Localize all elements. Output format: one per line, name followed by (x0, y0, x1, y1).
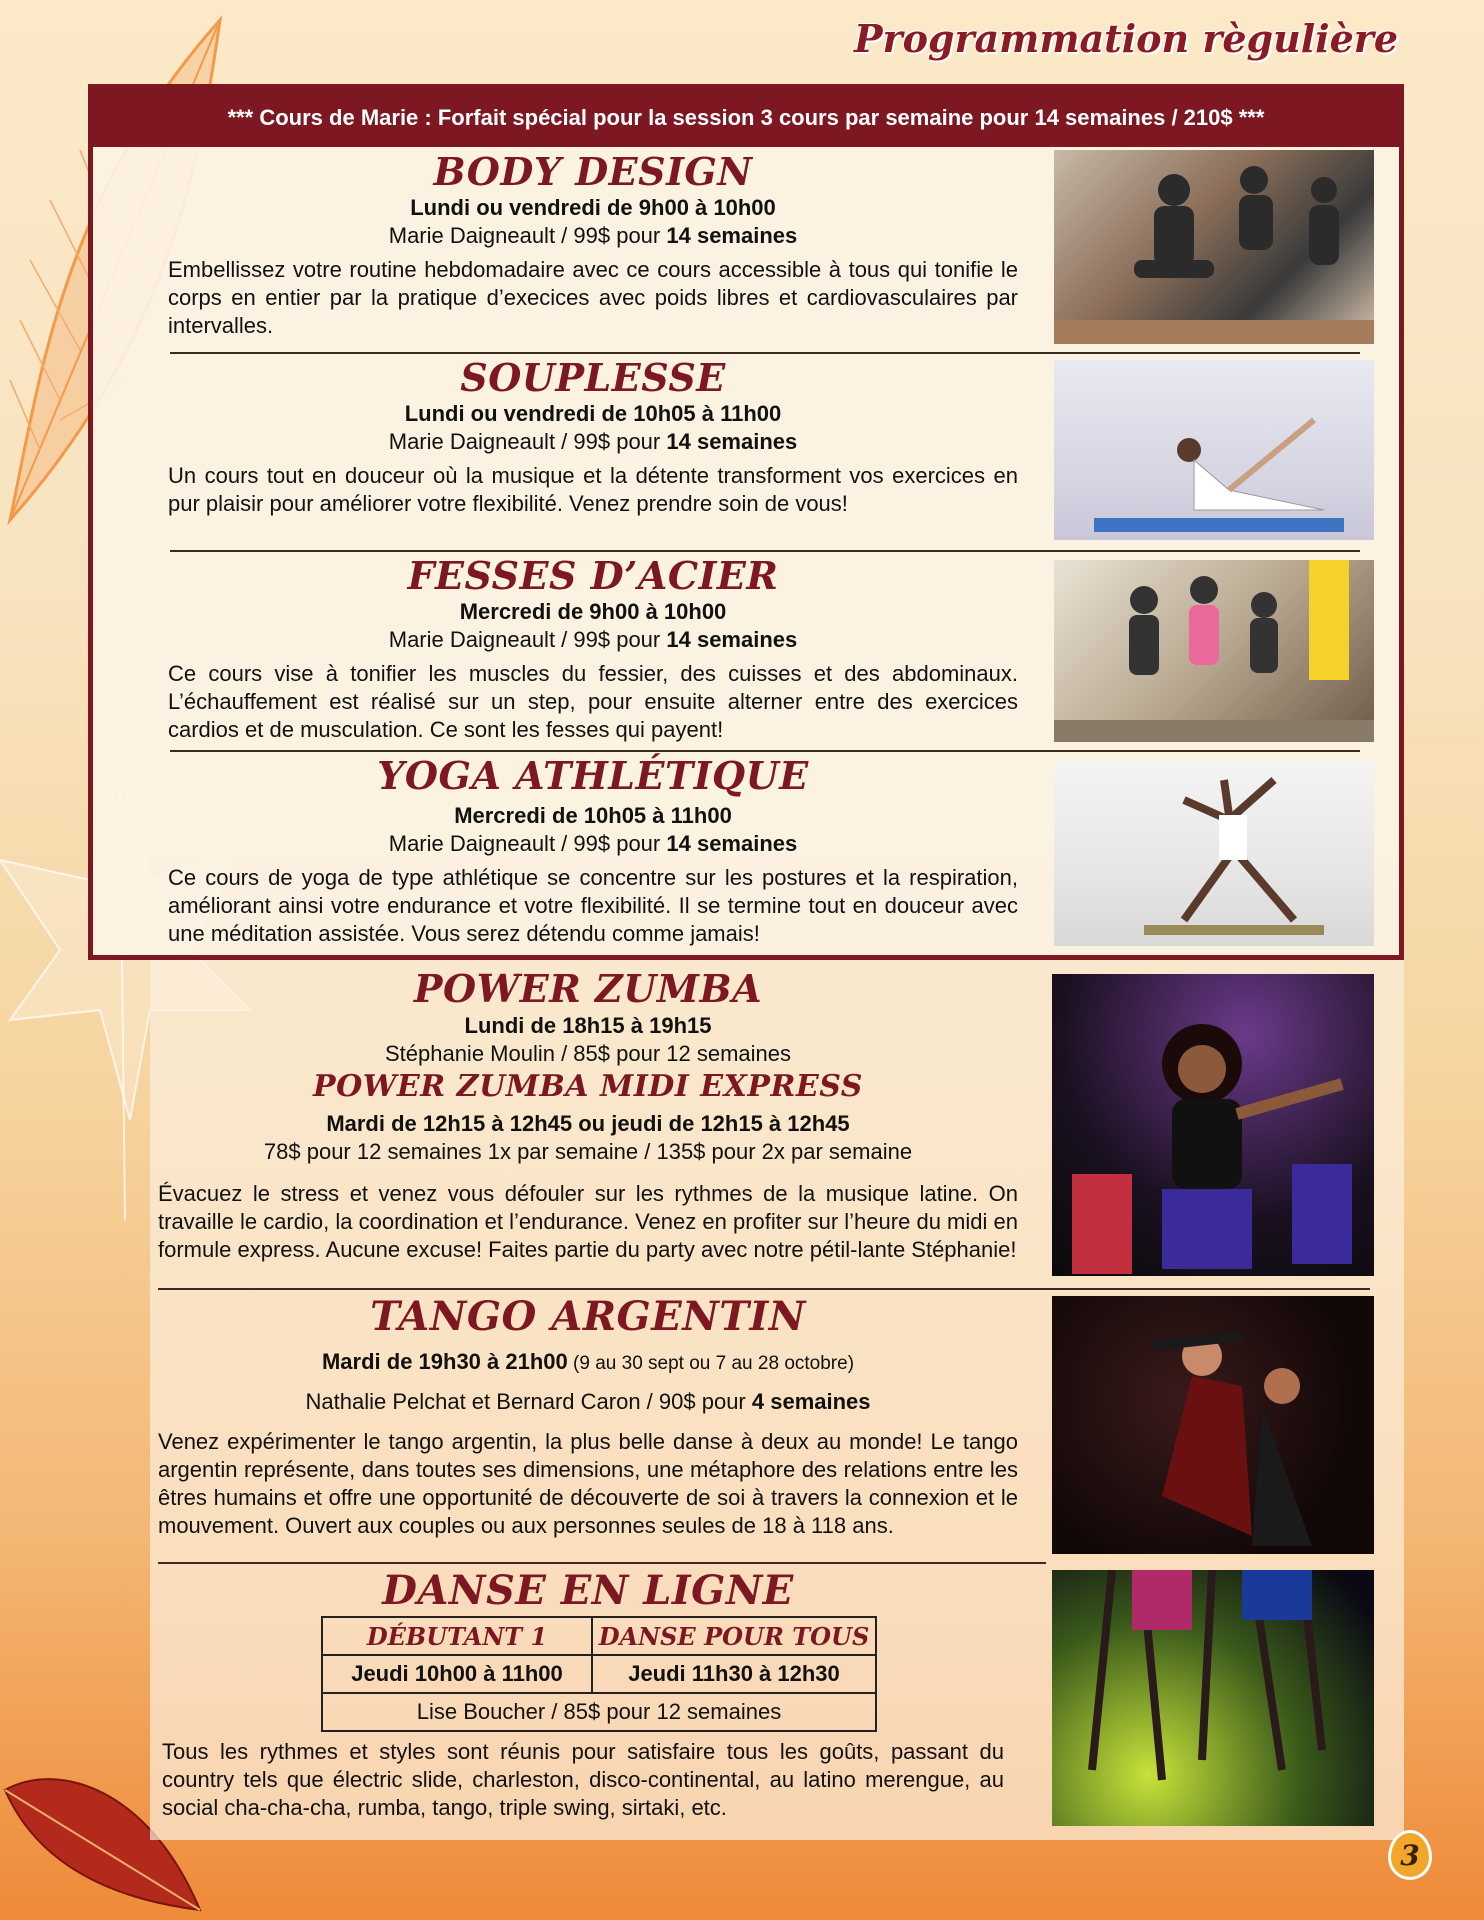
course-title: SOUPLESSE (460, 355, 726, 400)
course-description: Embellissez votre routine hebdomadaire avec ce cours accessible à tous qui tonifie le corps en entier par la pratique d’execices avec poids libres et cardiovasculaires par intervalles. (168, 257, 1018, 338)
divider (170, 352, 1360, 354)
course-instructor: Stéphanie Moulin / 85$ pour 12 semaines (384, 1041, 792, 1066)
course-description: Ce cours vise à tonifier les muscles du fessier, des cuisses et des abdominaux. L’échauffement est réalisé sur un step, pour ensuite alterner entre des exercices cardios et de musculation. Ce sont les fesses qui payent! (168, 661, 1018, 742)
course-schedule: Lundi de 18h15 à 19h15 (464, 1013, 712, 1038)
course-price-express: 78$ pour 12 semaines 1x par semaine / 135$ pour 2x par semaine (263, 1139, 913, 1164)
course-title: FESSES D’ACIER (407, 553, 779, 598)
photo-danse-en-ligne (1052, 1570, 1374, 1826)
photo-fesses-dacier (1054, 560, 1374, 742)
divider (158, 1562, 1046, 1564)
divider (170, 750, 1360, 752)
course-description: Un cours tout en douceur où la musique et la détente transforment vos exercices en pur plaisir pour améliorer votre flexibilité. Venez prendre soin de vous! (168, 463, 1018, 516)
course-body-design (168, 150, 1018, 340)
course-title: DANSE EN LIGNE (382, 1567, 794, 1614)
course-schedule: Mardi de 19h30 à 21h00 (9 au 30 sept ou 7 au 28 octobre) (321, 1349, 855, 1374)
course-instructor: Nathalie Pelchat et Bernard Caron / 90$ pour 4 semaines (305, 1389, 871, 1414)
table-cell-debutant-time: Jeudi 10h00 à 11h00 (322, 1655, 592, 1693)
course-description: Évacuez le stress et venez vous défouler sur les rythmes de la musique latine. On travaille le cardio, la coordination et l’endurance. Venez en profiter sur l’heure du midi en formule express. Aucune excuse! Faites partie du party avec notre pétil-lante Stéphanie! (158, 1181, 1018, 1262)
photo-tango-argentin (1052, 1296, 1374, 1554)
course-title: BODY DESIGN (433, 149, 753, 194)
course-title: YOGA ATHLÉTIQUE (377, 753, 809, 798)
course-title: POWER ZUMBA (413, 966, 763, 1011)
course-schedule-express: Mardi de 12h15 à 12h45 ou jeudi de 12h15 à 12h45 (326, 1111, 850, 1136)
divider (170, 550, 1360, 552)
photo-body-design (1054, 150, 1374, 344)
table-header-debutant: DÉBUTANT 1 (322, 1617, 592, 1655)
table-header-danse-pour-tous: DANSE POUR TOUS (592, 1617, 876, 1655)
page-header-title: Programmation règulière (853, 16, 1398, 61)
course-schedule: Lundi ou vendredi de 9h00 à 10h00 (410, 195, 776, 220)
course-instructor: Marie Daigneault / 99$ pour 14 semaines (388, 223, 798, 248)
course-souplesse (168, 356, 1018, 518)
special-offer-banner: *** Cours de Marie : Forfait spécial pour la session 3 cours par semaine pour 14 semaines / 210$ *** (93, 89, 1399, 147)
page-number: 3 (1388, 1830, 1432, 1880)
course-instructor: Marie Daigneault / 99$ pour 14 semaines (388, 429, 798, 454)
course-instructor: Marie Daigneault / 99$ pour 14 semaines (388, 831, 798, 856)
course-schedule: Mercredi de 9h00 à 10h00 (459, 599, 727, 624)
course-schedule: Mercredi de 10h05 à 11h00 (454, 803, 732, 828)
course-instructor: Marie Daigneault / 99$ pour 14 semaines (388, 627, 798, 652)
photo-power-zumba (1052, 974, 1374, 1276)
course-description: Ce cours de yoga de type athlétique se concentre sur les postures et la respiration, améliorant ainsi votre endurance et votre flexibilité. Il se termine tout en douceur avec une méditation assistée. Vous serez détendu comme jamais! (168, 865, 1018, 946)
course-title: TANGO ARGENTIN (370, 1293, 806, 1340)
table-cell-instructor: Lise Boucher / 85$ pour 12 semaines (322, 1693, 876, 1731)
course-fesses-dacier (168, 554, 1018, 744)
danse-schedule-table (321, 1616, 877, 1732)
course-schedule: Lundi ou vendredi de 10h05 à 11h00 (404, 401, 782, 426)
course-description: Venez expérimenter le tango argentin, la plus belle danse à deux au monde! Le tango argentin représente, dans toutes ses dimensions, une métaphore des relations entre les êtres humains et offre une opportunité de découverte de soi à travers la connexion et le mouvement. Ouvert aux couples ou aux personnes seules de 18 à 118 ans. (158, 1429, 1018, 1538)
danse-description: Tous les rythmes et styles sont réunis pour satisfaire tous les goûts, passant du country tels que électric slide, charleston, disco-continental, au latino merengue, au social cha-cha-cha, rumba, tango, triple swing, sirtaki, etc. (162, 1739, 1004, 1820)
course-tango-argentin (158, 1292, 1018, 1540)
table-cell-danse-pour-tous-time: Jeudi 11h30 à 12h30 (592, 1655, 876, 1693)
course-yoga-athletique (168, 754, 1018, 948)
photo-yoga-athletique (1054, 760, 1374, 946)
course-subtitle: POWER ZUMBA MIDI EXPRESS (313, 1069, 863, 1104)
course-danse-en-ligne (158, 1566, 1018, 1616)
photo-souplesse (1054, 360, 1374, 540)
course-power-zumba (158, 966, 1018, 1264)
divider (158, 1288, 1370, 1290)
